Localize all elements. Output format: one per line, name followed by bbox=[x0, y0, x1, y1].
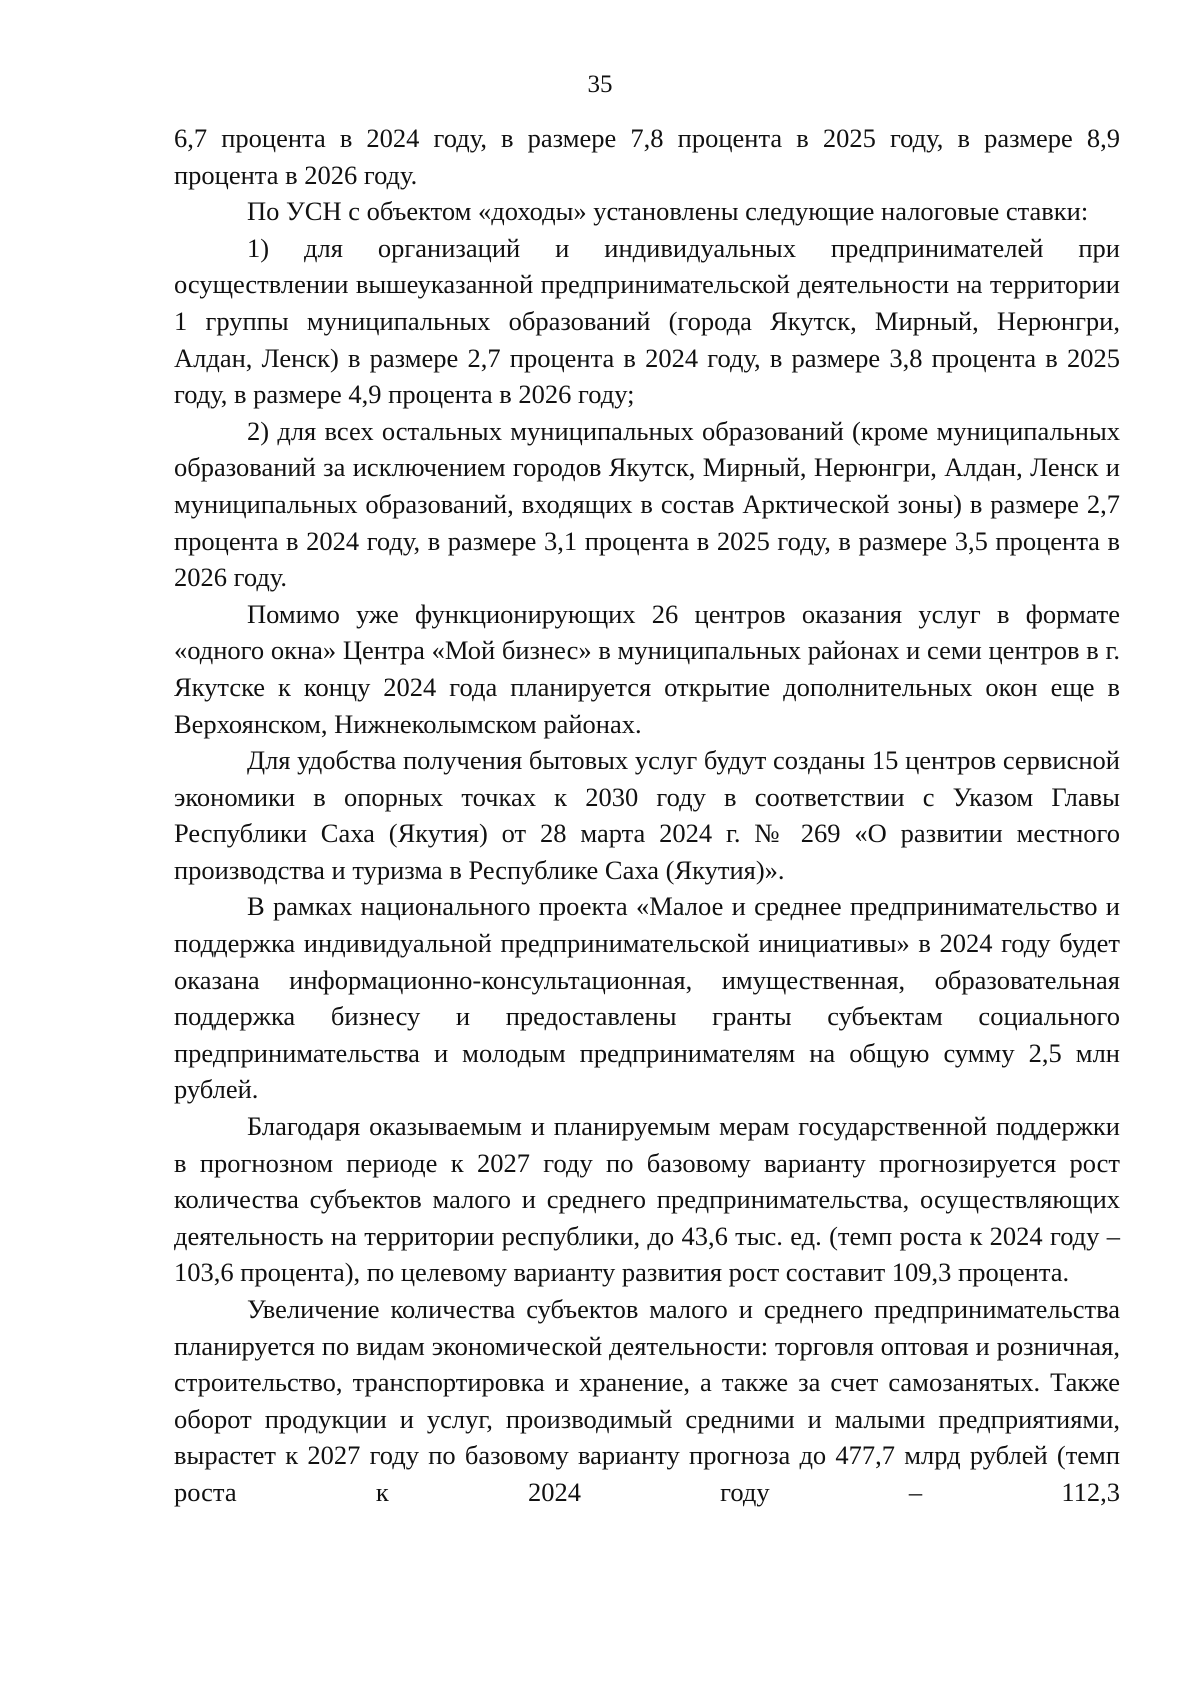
paragraph-national-project: В рамках национального проекта «Малое и среднее предпринимательство и поддержка индивидуальной предпринимательской инициативы» в 2024 году будет оказана информационно-консультационная, имущественная, образовательная поддержка бизнесу и предоставлены гранты субъектам социального предпринимательства и молодым предпринимателям на общую сумму 2,5 млн рублей. bbox=[174, 891, 1120, 1105]
paragraph-usn-rate-item-2: 2) для всех остальных муниципальных образований (кроме муниципальных образований за исключением городов Якутск, Мирный, Нерюнгри, Алдан, Ленск и муниципальных образований, входящих в состав Арктической зоны) в размере 2,7 процента в 2024 году, в размере 3,1 процента в 2025 году, в размере 3,5 процента в 2026 году. bbox=[174, 415, 1120, 593]
paragraph-service-economy-centers: Для удобства получения бытовых услуг будут созданы 15 центров сервисной экономики в опорных точках к 2030 году в соответствии с Указом Главы Республики Саха (Якутия) от 28 марта 2024 г. № 269 «О развитии местного производства и туризма в Республике Саха (Якутия)». bbox=[174, 745, 1120, 885]
paragraph-usn-rate-item-1: 1) для организаций и индивидуальных предпринимателей при осуществлении вышеуказанной предпринимательской деятельности на территории 1 группы муниципальных образований (города Якутск, Мирный, Нерюнгри, Алдан, Ленск) в размере 2,7 процента в 2024 году, в размере 3,8 процента в 2025 году, в размере 4,9 процента в 2026 году; bbox=[174, 232, 1120, 410]
paragraph-business-centers: Помимо уже функционирующих 26 центров оказания услуг в формате «одного окна» Центра «Мой бизнес» в муниципальных районах и семи центров в г. Якутске к концу 2024 года планируется открытие дополнительных окон еще в Верхоянском, Нижнеколымском районах. bbox=[174, 598, 1120, 739]
paragraph-sme-turnover-forecast: Увеличение количества субъектов малого и среднего предпринимательства планируется по видам экономической деятельности: торговля оптовая и розничная, строительство, транспортировка и хранение, а также за счет самозанятых. Также оборот продукции и услуг, производимый средними и малыми предприятиями, вырастет к 2027 году по базовому варианту прогноза до 477,7 млрд рублей (темп роста к 2024 году – 112,3 bbox=[174, 1294, 1120, 1507]
page-number: 35 bbox=[587, 71, 613, 98]
paragraph-usn-rates-intro: По УСН с объектом «доходы» установлены следующие налоговые ставки: bbox=[247, 196, 1089, 227]
document-body bbox=[174, 120, 1120, 1511]
paragraph-continuation: 6,7 процента в 2024 году, в размере 7,8 процента в 2025 году, в размере 8,9 процента в 2026 году. bbox=[174, 123, 1120, 190]
paragraph-sme-growth-forecast: Благодаря оказываемым и планируемым мерам государственной поддержки в прогнозном периоде к 2027 году по базовому варианту прогнозируется рост количества субъектов малого и среднего предпринимательства, осуществляющих деятельность на территории республики, до 43,6 тыс. ед. (темп роста к 2024 году – 103,6 процента), по целевому варианту развития рост составит 109,3 процента. bbox=[174, 1111, 1120, 1288]
